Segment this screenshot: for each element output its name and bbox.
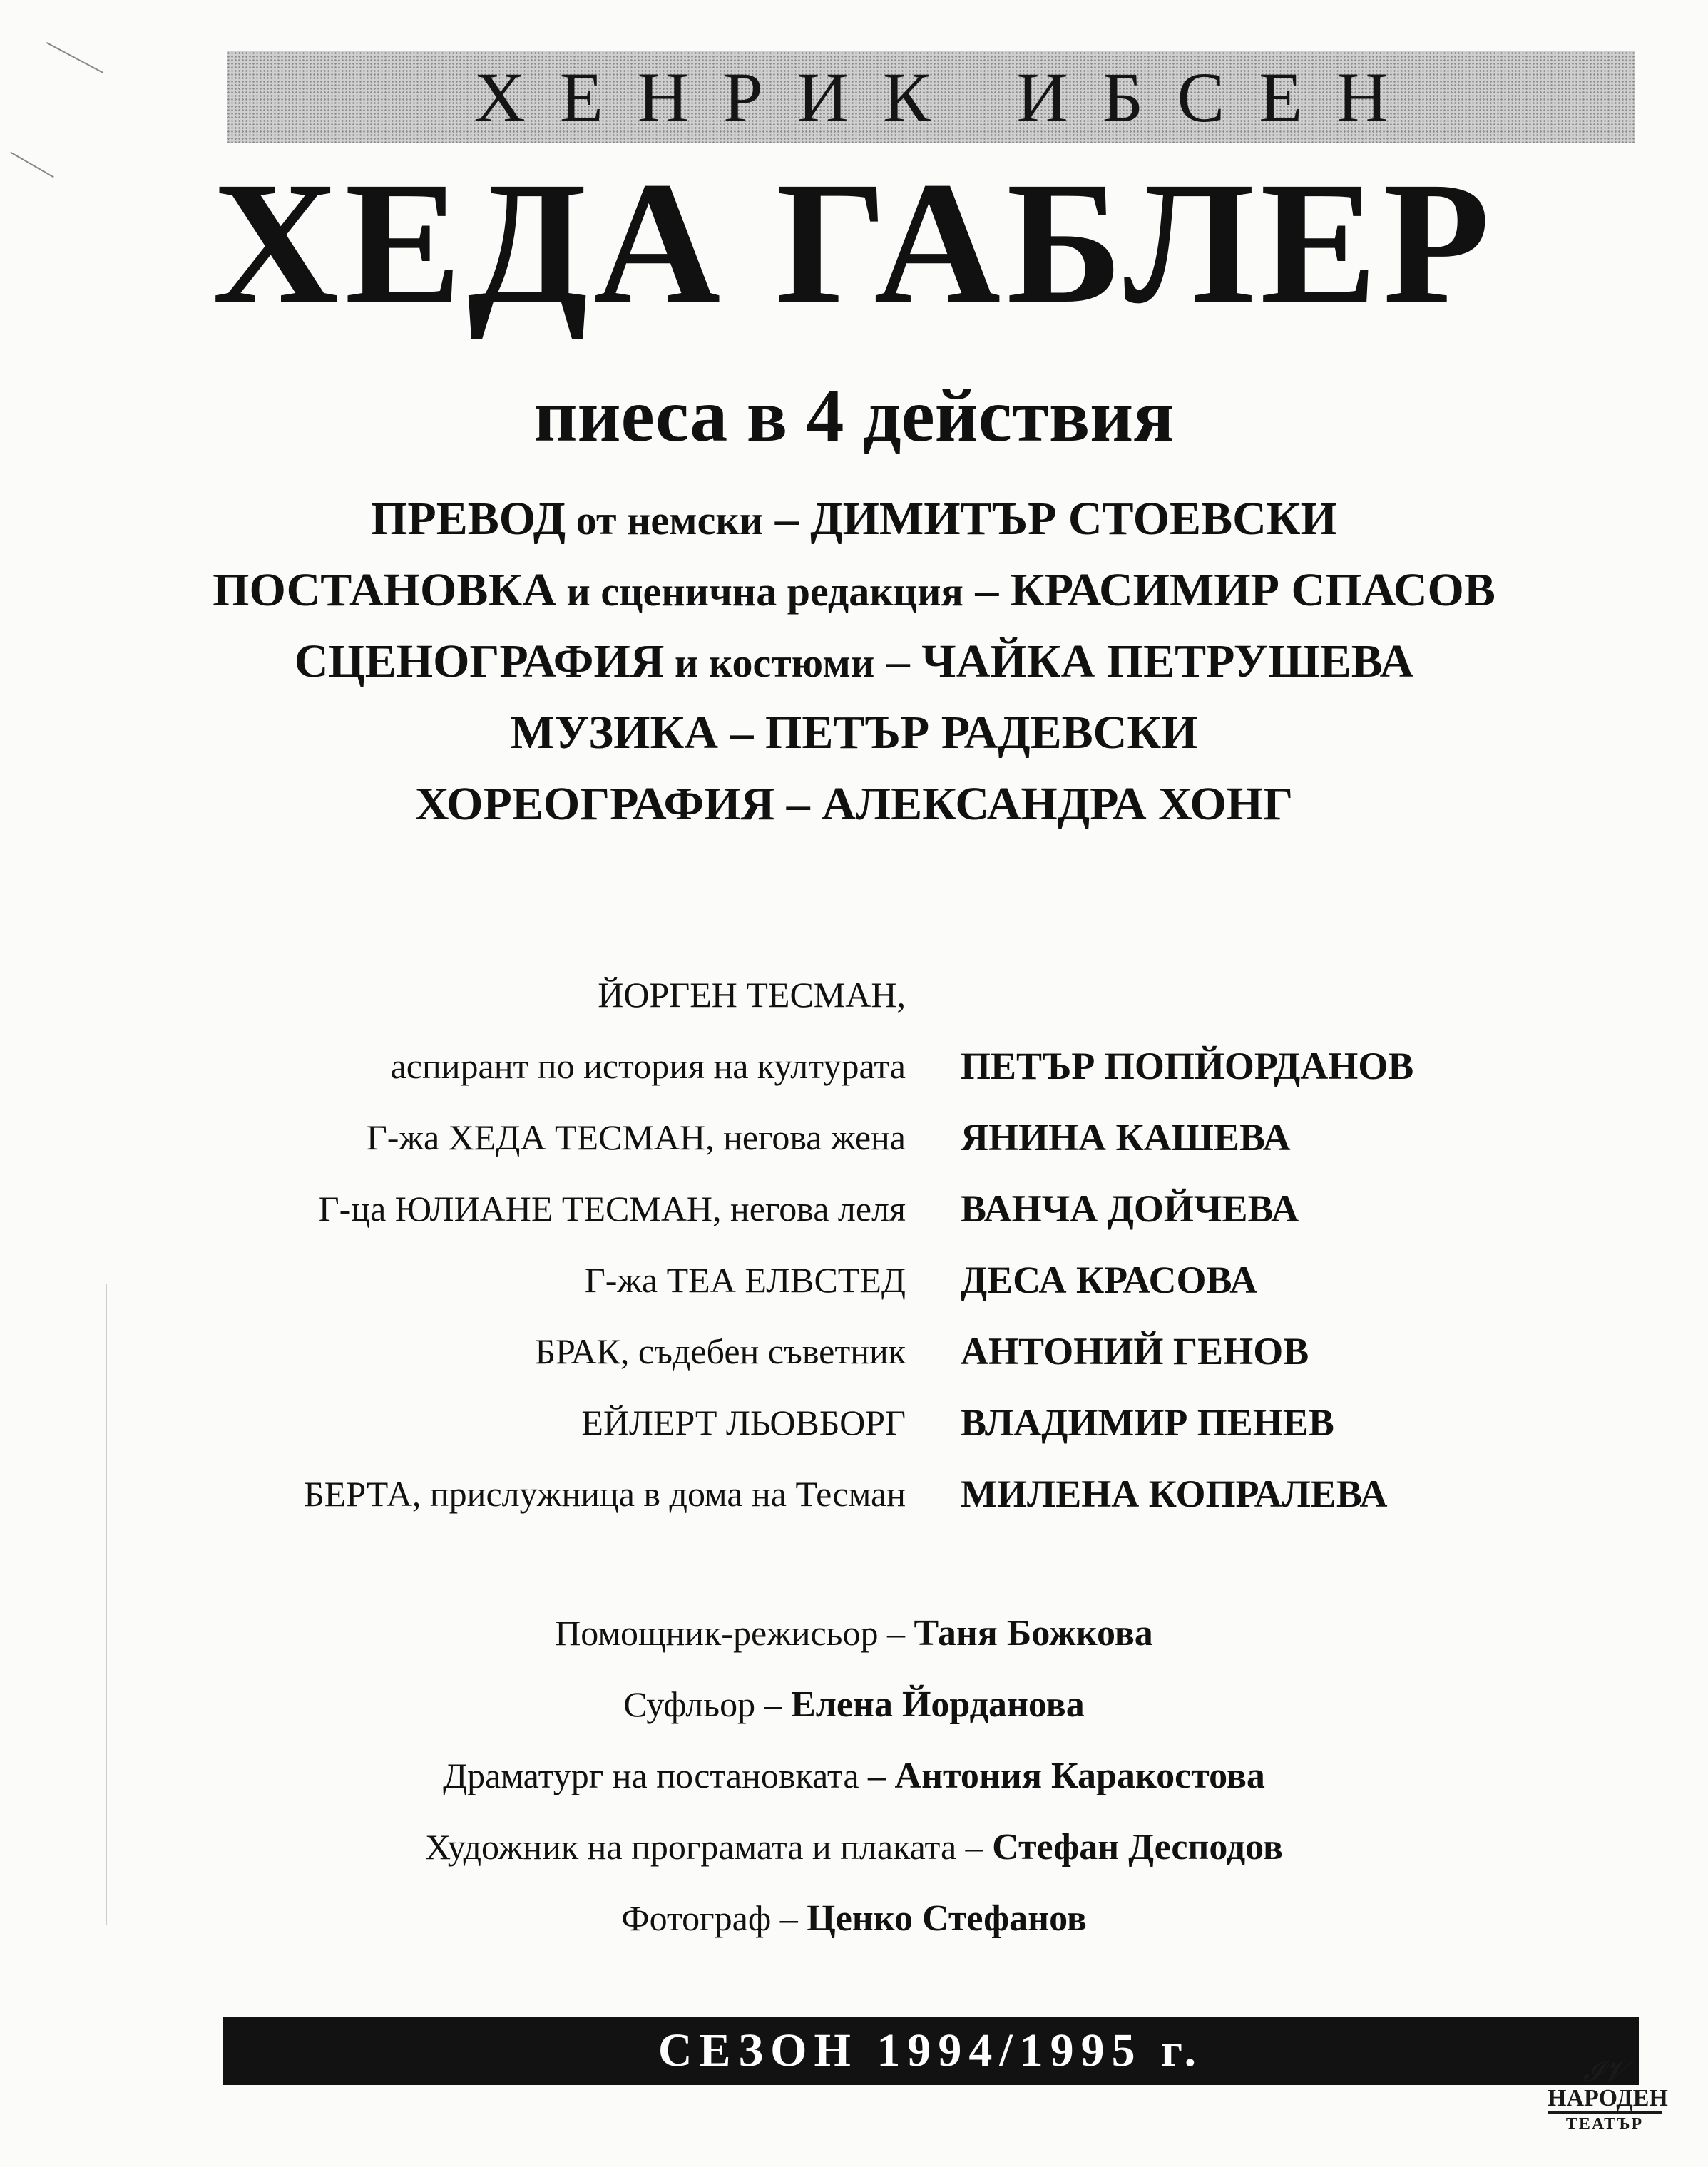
cast-row	[0, 1458, 1708, 1530]
crew-line	[0, 1811, 1708, 1882]
theatre-logo	[1548, 2055, 1668, 2157]
crew-separator: –	[771, 1898, 807, 1938]
credit-separator: –	[963, 564, 1011, 616]
credit-line	[0, 769, 1708, 840]
crew-name: Стефан Десподов	[992, 1827, 1283, 1868]
character-name: Г-ца ЮЛИАНЕ ТЕСМАН, негова леля	[318, 1189, 906, 1229]
credit-separator: –	[774, 778, 822, 830]
crew-role: Драматург на постановката	[443, 1756, 859, 1795]
credit-role: ХОРЕОГРАФИЯ	[414, 778, 775, 830]
season-label: СЕЗОН 1994/1995 г.	[658, 2024, 1204, 2076]
production-credits	[0, 483, 1708, 840]
author-band	[227, 51, 1635, 143]
credit-name: ДИМИТЪР СТОЕВСКИ	[810, 493, 1337, 545]
logo-line1: НАРОДЕН	[1548, 2086, 1662, 2114]
actor-name: ЯНИНА КАШЕВА	[961, 1116, 1291, 1159]
credit-line	[0, 626, 1708, 697]
cast-row	[0, 1173, 1708, 1244]
character-name: БРАК, съдебен съветник	[535, 1331, 906, 1371]
logo-line2: ТЕАТЪР	[1565, 2115, 1644, 2133]
cast-row	[0, 1102, 1708, 1173]
crew-line	[0, 1740, 1708, 1811]
season-band	[223, 2017, 1639, 2085]
crew-separator: –	[956, 1827, 993, 1867]
character-name: ЕЙЛЕРТ ЛЬОВБОРГ	[581, 1403, 906, 1443]
character-name: Г-жа ТЕА ЕЛВСТЕД	[584, 1260, 906, 1300]
crew-separator: –	[859, 1756, 895, 1795]
actor-name: ВАНЧА ДОЙЧЕВА	[961, 1187, 1299, 1230]
credit-role: ПОСТАНОВКА	[213, 564, 556, 616]
credit-role: МУЗИКА	[510, 707, 718, 759]
cast-row	[0, 1244, 1708, 1316]
credit-separator: –	[763, 493, 811, 545]
credit-line	[0, 483, 1708, 555]
character-name: БЕРТА, прислужница в дома на Тесман	[304, 1474, 906, 1514]
crew-role: Помощник-режисьор	[555, 1613, 879, 1653]
crew-name: Ценко Стефанов	[807, 1898, 1087, 1939]
credit-name: АЛЕКСАНДРА ХОНГ	[822, 778, 1294, 830]
crew-name: Елена Йорданова	[791, 1684, 1085, 1725]
credit-line	[0, 697, 1708, 769]
character-name: Г-жа ХЕДА ТЕСМАН, негова жена	[366, 1117, 906, 1157]
credit-role: ПРЕВОД	[371, 493, 566, 545]
credit-name: КРАСИМИР СПАСОВ	[1010, 564, 1495, 616]
crew-name: Антония Каракостова	[894, 1756, 1265, 1796]
logo-signature-icon: 𝓘𝓥	[1582, 2055, 1627, 2087]
credit-line	[0, 555, 1708, 626]
actor-name: ПЕТЪР ПОПЙОРДАНОВ	[961, 1045, 1414, 1087]
crew-separator: –	[755, 1684, 792, 1724]
author-name: ХЕНРИК ИБСЕН	[474, 57, 1423, 137]
crew-line	[0, 1669, 1708, 1740]
crew-line	[0, 1597, 1708, 1669]
cast-row	[0, 1387, 1708, 1458]
credit-name: ПЕТЪР РАДЕВСКИ	[765, 707, 1198, 759]
credit-role-detail: и костюми	[664, 640, 875, 686]
actor-name: ДЕСА КРАСОВА	[961, 1259, 1258, 1301]
crew-name: Таня Божкова	[914, 1613, 1153, 1654]
crew-role: Суфльор	[623, 1684, 756, 1724]
scan-mark	[46, 42, 103, 73]
actor-name: ВЛАДИМИР ПЕНЕВ	[961, 1401, 1334, 1444]
credit-name: ЧАЙКА ПЕТРУШЕВА	[921, 635, 1414, 687]
cast-list	[0, 959, 1708, 1530]
crew-line	[0, 1882, 1708, 1954]
character-name: ЙОРГЕН ТЕСМАН,	[598, 975, 906, 1015]
crew-separator: –	[878, 1613, 914, 1653]
character-name: аспирант по история на културата	[390, 1046, 906, 1086]
credit-role: СЦЕНОГРАФИЯ	[294, 635, 665, 687]
cast-row	[0, 1316, 1708, 1387]
crew-role: Художник на програмата и плаката	[425, 1827, 957, 1867]
cast-row	[0, 959, 1708, 1030]
cast-row	[0, 1030, 1708, 1102]
play-subtitle: пиеса в 4 действия	[533, 374, 1175, 457]
actor-name: АНТОНИЙ ГЕНОВ	[961, 1330, 1309, 1373]
actor-name: МИЛЕНА КОПРАЛЕВА	[961, 1472, 1388, 1515]
crew-role: Фотограф	[621, 1898, 772, 1938]
credit-role-detail: от немски	[566, 497, 764, 543]
crew-list	[0, 1597, 1708, 1954]
credit-separator: –	[718, 707, 765, 759]
credit-role-detail: и сценична редакция	[556, 568, 963, 615]
credit-separator: –	[874, 635, 922, 687]
play-title: ХЕДА ГАБЛЕР	[212, 146, 1496, 340]
